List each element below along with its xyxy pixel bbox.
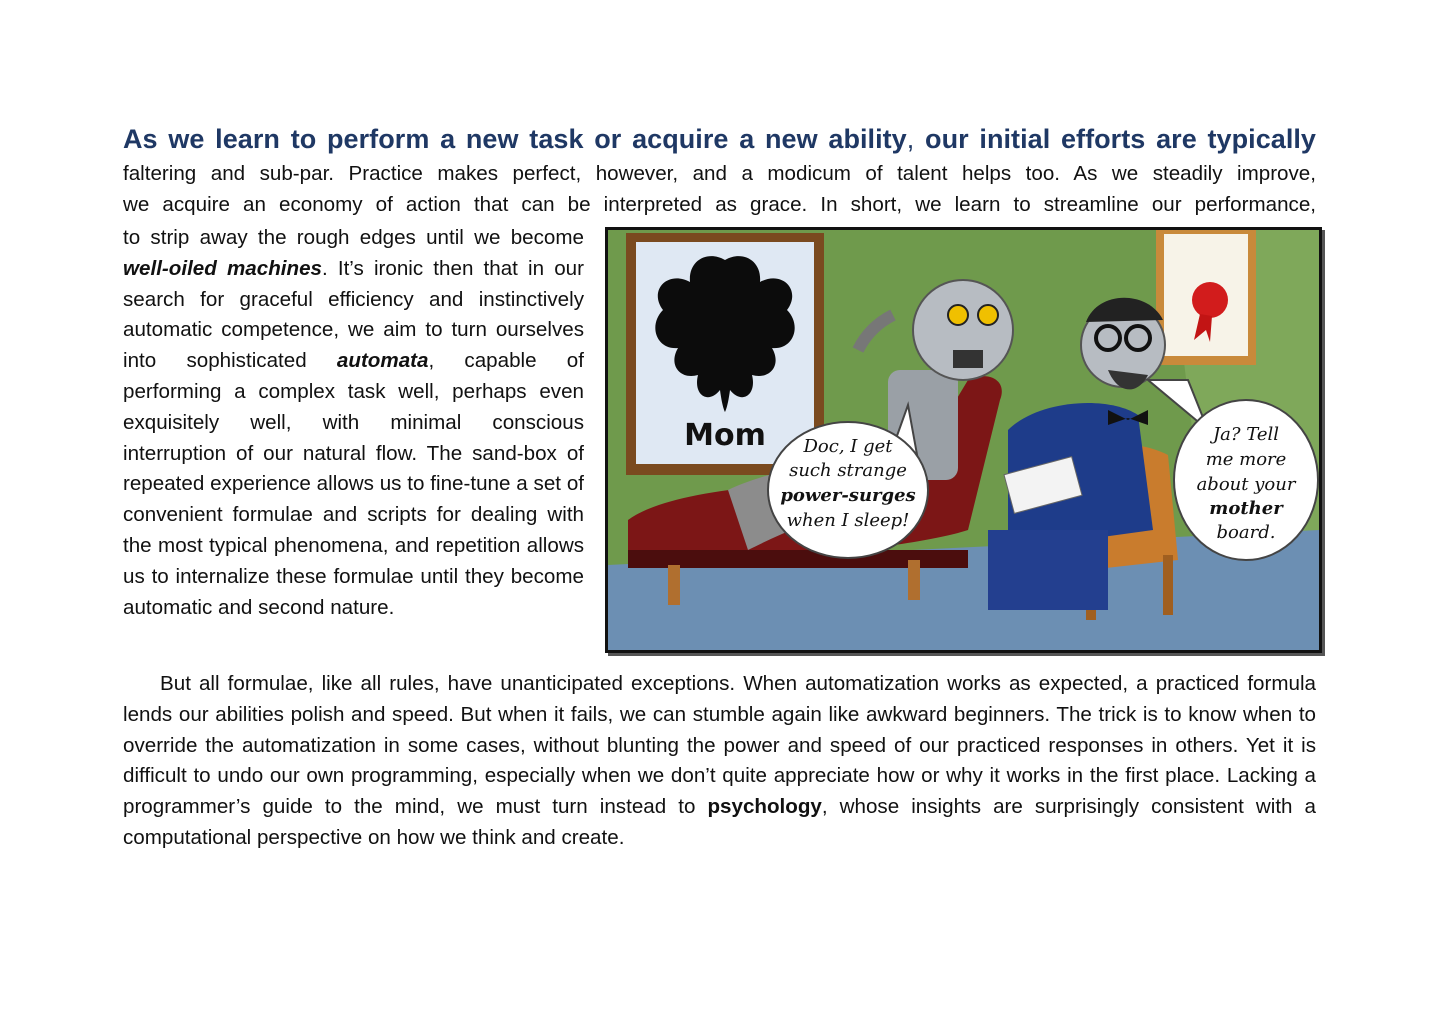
heading-comma: , (906, 124, 915, 154)
seal-icon (1192, 282, 1228, 318)
patient-bubble-line-4: when I sleep! (786, 510, 910, 531)
column-text-2: . It’s ironic then that in our search for graceful efficiency and instinctively automatic competence, we aim to turn ourselves into sophisticated (123, 256, 584, 373)
couch-leg-right (908, 560, 920, 600)
emphasis-automata: automata (336, 349, 429, 373)
bottom-paragraph (123, 669, 1316, 854)
column-text-3: , capable of performing a complex task well, perhaps even exquisitely well, with minimal conscious interruption of our natural flow. The sand-box of repeated experience allows us to fine-tune a set of convenient formulae and scripts for dealing with the most typical phenomena, and repetition allows us to internalize these formulae until they become automatic and second nature. (123, 349, 584, 619)
intro-line-1: faltering and sub-par. Practice makes perfect, however, and a modicum of talent helps too. As we steadily improve, (123, 162, 1316, 185)
intro-line-2: we acquire an economy of action that can be interpreted as grace. In short, we learn to streamline our performance, (123, 192, 1316, 216)
doctor-bubble-line-2: me more (1205, 449, 1287, 470)
emphasis-psychology: psychology (707, 795, 822, 819)
heading-part1: As we learn to perform a new task or acquire a new ability (123, 124, 907, 154)
doctor-legs-icon (988, 530, 1108, 610)
cartoon-illustration (605, 227, 1322, 653)
couch-leg-left (668, 565, 680, 605)
emphasis-well-oiled-machines: well-oiled machines (123, 256, 322, 280)
heading-part2: our initial efforts are typically (914, 124, 1316, 154)
doctor-bubble-line-3: about your (1196, 474, 1296, 495)
column-paragraph (123, 223, 584, 623)
bottom-text-1: But all formulae, like all rules, have unanticipated exceptions. When automatization works as expected, a practiced formula lends our abilities polish and speed. But when it fails, we can stumble again like awkward beginners. The trick is to know when to override the automatization in some cases, without blunting the power and speed of our practiced responses in others. Yet it is difficult to undo our own programming, especially when we don’t quite appreciate how or why it works in the first place. Lacking a programmer’s guide to the mind, we must turn instead to (123, 672, 1316, 819)
doctor-bubble-line-4: mother (1209, 498, 1283, 519)
doctor-bubble-line-5: board. (1216, 522, 1276, 543)
chair-leg-right (1163, 555, 1173, 615)
robot-eye-left-icon (948, 305, 968, 325)
column-text-1: to strip away the rough edges until we become (123, 226, 584, 249)
patient-bubble-line-3: power-surges (780, 485, 916, 506)
inkblot-label: Mom (684, 418, 766, 453)
bottom-text-2: , whose insights are surprisingly consistent with a computational perspective on how we think and create. (123, 795, 1316, 849)
intro-lines (123, 159, 1316, 220)
cartoon-svg (608, 230, 1319, 650)
patient-bubble-line-1: Doc, I get (803, 436, 893, 457)
doctor-bubble-line-1: Ja? Tell (1212, 424, 1280, 445)
robot-mouth-icon (953, 350, 983, 368)
patient-bubble-line-2: such strange (789, 460, 907, 481)
robot-eye-right-icon (978, 305, 998, 325)
lead-heading (123, 124, 1316, 155)
